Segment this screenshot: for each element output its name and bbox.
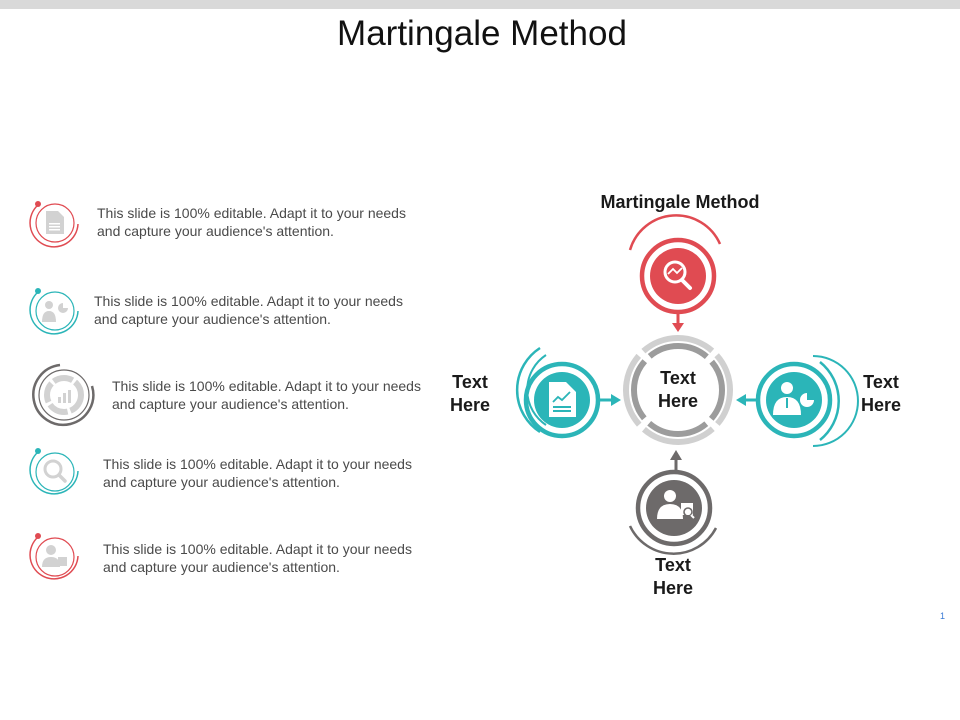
- left-label-line: Text: [452, 372, 488, 392]
- list-item-text: [103, 455, 443, 491]
- list-item-line: This slide is 100% editable. Adapt it to your needs: [103, 456, 412, 472]
- left-label: [430, 371, 510, 417]
- list-item: [0, 362, 450, 422]
- list-item-text: [103, 540, 443, 576]
- list-item-line: and capture your audience's attention.: [97, 223, 334, 239]
- magnifier-chart-icon: [0, 447, 90, 507]
- list-item-line: This slide is 100% editable. Adapt it to your needs: [94, 293, 403, 309]
- top-node-arc: [630, 215, 720, 250]
- right-label-line: Text: [863, 372, 899, 392]
- center-label-line: Text: [660, 368, 696, 388]
- page-number: 1: [940, 611, 946, 621]
- top-bar: [0, 0, 960, 9]
- bottom-label: [633, 554, 713, 600]
- top-node-fill: [650, 248, 706, 304]
- list-item-line: and capture your audience's attention.: [112, 396, 349, 412]
- bottom-label-line: Here: [652, 578, 694, 598]
- list-item: [0, 447, 450, 507]
- list-item-text: [97, 204, 437, 240]
- center-label-line: Here: [657, 391, 699, 411]
- list-item: [0, 197, 450, 257]
- diagram-top-heading: Martingale Method: [600, 192, 760, 212]
- document-chart-icon: [0, 197, 90, 257]
- center-label: [638, 367, 718, 413]
- left-arrow-head: [611, 394, 621, 406]
- presenter-pie-icon: [0, 284, 90, 344]
- list-item-line: This slide is 100% editable. Adapt it to your needs: [97, 205, 406, 221]
- right-arrow-head: [736, 394, 746, 406]
- slide-title: Martingale Method: [337, 14, 627, 53]
- list-item-text: [112, 377, 452, 413]
- top-arrow-head: [672, 323, 684, 332]
- list-item: [0, 284, 450, 344]
- left-label-line: Here: [449, 395, 491, 415]
- list-item-line: and capture your audience's attention.: [94, 311, 331, 327]
- donut-chart-icon: [0, 362, 100, 428]
- right-label: [841, 371, 921, 417]
- list-item-text: [94, 292, 434, 328]
- bottom-arrow-head: [670, 450, 682, 460]
- bottom-label-line: Text: [655, 555, 691, 575]
- list-item-line: This slide is 100% editable. Adapt it to your needs: [103, 541, 412, 557]
- list-item-line: This slide is 100% editable. Adapt it to your needs: [112, 378, 421, 394]
- list-item-line: and capture your audience's attention.: [103, 559, 340, 575]
- person-search-icon: [0, 532, 90, 592]
- right-label-line: Here: [860, 395, 902, 415]
- list-item: [0, 532, 450, 592]
- list-item-line: and capture your audience's attention.: [103, 474, 340, 490]
